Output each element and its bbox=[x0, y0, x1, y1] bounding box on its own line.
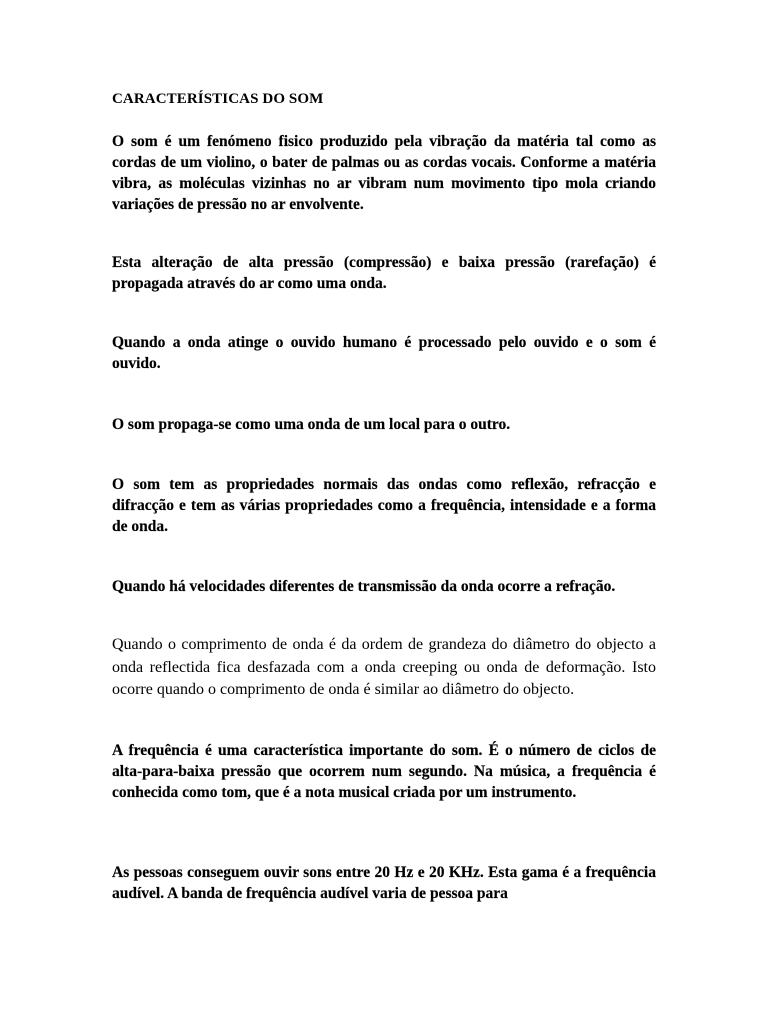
paragraph-pressure-alteration: Esta alteração de alta pressão (compressão) e baixa pressão (rarefação) é propagada através do ar como uma onda. bbox=[112, 254, 656, 292]
paragraph-audible-range: As pessoas conseguem ouvir sons entre 20 Hz e 20 KHz. Esta gama é a frequência audível. A banda de frequência audível varia de pessoa para bbox=[112, 864, 656, 902]
document-title: CARACTERÍSTICAS DO SOM bbox=[112, 91, 324, 107]
document-page bbox=[112, 0, 656, 1024]
paragraph-wavelength: Quando o comprimento de onda é da ordem de grandeza do diâmetro do objecto a onda reflectida fica desfazada com a onda creeping ou onda de deformação. Isto ocorre quando o comprimento de onda é similar ao diâmetro do objecto. bbox=[112, 636, 656, 698]
paragraph-refraction: Quando há velocidades diferentes de transmissão da onda ocorre a refração. bbox=[112, 578, 616, 595]
paragraph-propagation: O som propaga-se como uma onda de um local para o outro. bbox=[112, 416, 511, 433]
paragraph-sound-definition: O som é um fenómeno fisico produzido pela vibração da matéria tal como as cordas de um violino, o bater de palmas ou as cordas vocais. Conforme a matéria vibra, as moléculas vizinhas no ar vibram num movimento tipo mola criando variações de pressão no ar envolvente. bbox=[112, 133, 656, 213]
paragraph-human-ear: Quando a onda atinge o ouvido humano é processado pelo ouvido e o som é ouvido. bbox=[112, 334, 656, 372]
paragraph-wave-properties: O som tem as propriedades normais das ondas como reflexão, refracção e difracção e tem as várias propriedades como a frequência, intensidade e a forma de onda. bbox=[112, 476, 656, 535]
paragraph-frequency: A frequência é uma característica importante do som. É o número de ciclos de alta-para-baixa pressão que ocorrem num segundo. Na música, a frequência é conhecida como tom, que é a nota musical criada por um instrumento. bbox=[112, 742, 656, 801]
